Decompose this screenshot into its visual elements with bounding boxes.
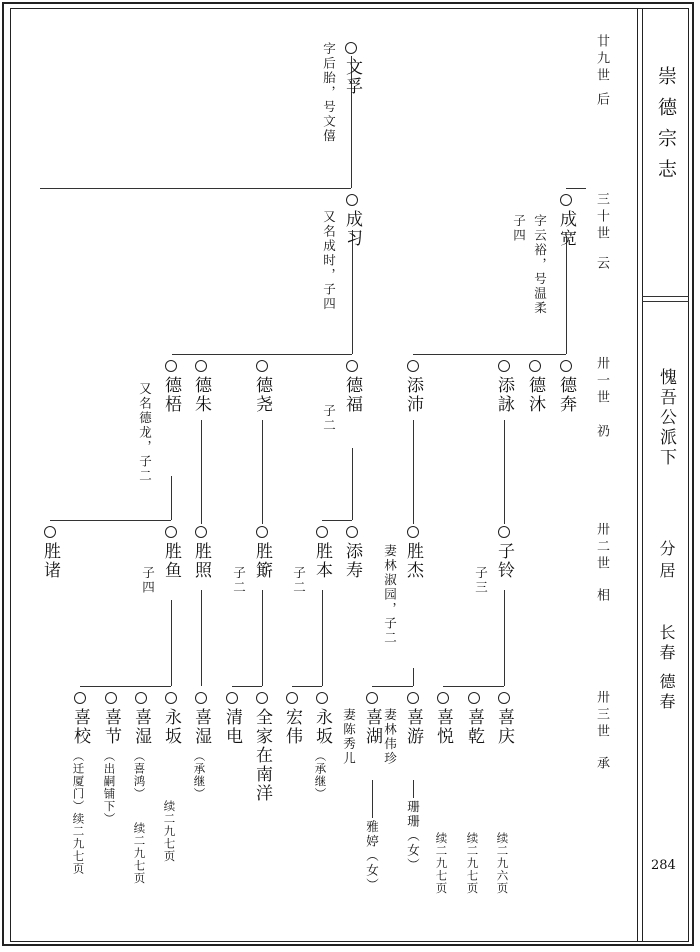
person-name: 文孚 bbox=[342, 58, 362, 96]
node-circle bbox=[407, 692, 419, 704]
person-note: 续二九七页 bbox=[162, 800, 177, 863]
node-circle bbox=[560, 194, 572, 206]
person-name: 喜节 bbox=[101, 708, 121, 746]
node-circle bbox=[105, 692, 117, 704]
person-name: 喜悦 bbox=[433, 708, 453, 746]
node-circle bbox=[345, 42, 357, 54]
node-circle bbox=[226, 692, 238, 704]
person-note: 续二九六页 bbox=[495, 832, 510, 895]
person-note: 又名成时，子四 bbox=[321, 210, 337, 312]
person-name: 喜湖 bbox=[362, 708, 382, 746]
connector-line bbox=[413, 354, 566, 355]
node-circle bbox=[165, 526, 177, 538]
person-name: 清电 bbox=[222, 708, 242, 746]
connector-line bbox=[566, 236, 567, 354]
person-name: 喜游 bbox=[403, 708, 423, 746]
connector-line bbox=[322, 520, 352, 521]
person-note: 续二九七页 bbox=[132, 822, 147, 885]
connector-line bbox=[201, 590, 202, 686]
connector-line bbox=[262, 590, 263, 686]
node-circle bbox=[468, 692, 480, 704]
connector-line bbox=[262, 420, 263, 524]
node-circle bbox=[286, 692, 298, 704]
connector-line bbox=[40, 188, 351, 189]
connector-line bbox=[642, 8, 643, 942]
generation-char: 后 bbox=[594, 92, 609, 109]
person-name: 胜鱼 bbox=[161, 542, 181, 580]
node-circle bbox=[316, 692, 328, 704]
node-circle bbox=[529, 360, 541, 372]
connector-line bbox=[372, 780, 373, 818]
node-circle bbox=[366, 692, 378, 704]
person-name: 德奔 bbox=[556, 376, 576, 414]
branch-value: 长春 德春 bbox=[657, 624, 676, 714]
person-child: 雅婷（女） bbox=[364, 820, 380, 893]
person-name: 永坂 bbox=[161, 708, 181, 746]
person-note: （出嗣铺下） bbox=[102, 750, 117, 825]
connector-line bbox=[566, 188, 586, 189]
person-note: 子二 bbox=[321, 404, 337, 433]
page-number: 284 bbox=[651, 858, 676, 873]
node-circle bbox=[498, 360, 510, 372]
person-name: 添沛 bbox=[403, 376, 423, 414]
generation-label: 卅一世 bbox=[594, 356, 609, 407]
person-note: 字后胎，号文僖 bbox=[321, 42, 337, 144]
person-name: 宏伟 bbox=[282, 708, 302, 746]
person-name: 德尧 bbox=[252, 376, 272, 414]
node-circle bbox=[498, 692, 510, 704]
node-circle bbox=[560, 360, 572, 372]
person-spouse: 妻林伟珍 bbox=[382, 708, 398, 766]
node-circle bbox=[195, 360, 207, 372]
generation-char: 礽 bbox=[594, 424, 609, 441]
person-name: 永坂 bbox=[312, 708, 332, 746]
connector-line bbox=[642, 296, 689, 297]
node-circle bbox=[407, 360, 419, 372]
person-name: 胜照 bbox=[191, 542, 211, 580]
person-name: 德梧 bbox=[161, 376, 181, 414]
node-circle bbox=[195, 526, 207, 538]
connector-line bbox=[504, 420, 505, 524]
node-circle bbox=[316, 526, 328, 538]
generation-label: 卅三世 bbox=[594, 690, 609, 741]
node-circle bbox=[256, 360, 268, 372]
connector-line bbox=[443, 686, 504, 687]
person-name: 子铃 bbox=[494, 542, 514, 580]
person-child: 珊珊（女） bbox=[405, 800, 421, 873]
person-name: 喜湿 bbox=[191, 708, 211, 746]
person-note: （承继） bbox=[313, 750, 328, 800]
generation-label: 廿九世 bbox=[594, 34, 609, 85]
person-name: 成习 bbox=[342, 210, 362, 248]
connector-line bbox=[201, 420, 202, 524]
person-note: 续二九七页 bbox=[434, 832, 449, 895]
person-name: 胜簛 bbox=[252, 542, 272, 580]
connector-line bbox=[171, 600, 172, 686]
node-circle bbox=[165, 692, 177, 704]
generation-char: 云 bbox=[594, 256, 609, 273]
connector-line bbox=[171, 476, 172, 520]
person-name: 喜湿 bbox=[131, 708, 151, 746]
connector-line bbox=[637, 8, 638, 942]
person-note: 子二 bbox=[291, 566, 307, 595]
generation-label: 卅二世 bbox=[594, 522, 609, 573]
person-note: （迁厦门）续二九七页 bbox=[71, 750, 86, 875]
person-name: 添寿 bbox=[342, 542, 362, 580]
person-note: 子四 bbox=[511, 214, 527, 243]
person-spouse: 妻陈秀儿 bbox=[341, 708, 357, 766]
person-name: 胜本 bbox=[312, 542, 332, 580]
node-circle bbox=[437, 692, 449, 704]
generation-char: 承 bbox=[594, 756, 609, 773]
connector-line bbox=[642, 301, 689, 302]
connector-line bbox=[232, 686, 262, 687]
person-name: 喜乾 bbox=[464, 708, 484, 746]
node-circle bbox=[498, 526, 510, 538]
person-note: 字云裕，号温柔 bbox=[532, 214, 548, 316]
node-circle bbox=[135, 692, 147, 704]
person-note: （承继） bbox=[192, 750, 207, 800]
person-name: 全家在南洋 bbox=[252, 708, 272, 803]
person-note: 又名德龙，子二 bbox=[137, 382, 153, 484]
person-name: 添詠 bbox=[494, 376, 514, 414]
person-name: 喜庆 bbox=[494, 708, 514, 746]
person-note: 子三 bbox=[473, 566, 489, 595]
generation-char: 相 bbox=[594, 588, 609, 605]
person-name: 德福 bbox=[342, 376, 362, 414]
node-circle bbox=[195, 692, 207, 704]
connector-line bbox=[292, 686, 322, 687]
person-note: 子二 bbox=[231, 566, 247, 595]
node-circle bbox=[407, 526, 419, 538]
person-note: 续二九七页 bbox=[465, 832, 480, 895]
generation-label: 三十世 bbox=[594, 192, 609, 243]
connector-line bbox=[352, 448, 353, 520]
person-name: 胜杰 bbox=[403, 542, 423, 580]
person-note: （喜鸿） bbox=[132, 750, 147, 800]
person-name: 胜诸 bbox=[40, 542, 60, 580]
connector-line bbox=[50, 520, 171, 521]
connector-line bbox=[413, 668, 414, 686]
connector-line bbox=[322, 590, 323, 686]
connector-line bbox=[372, 686, 413, 687]
person-note: 妻林淑园，子二 bbox=[382, 544, 398, 646]
connector-line bbox=[352, 230, 353, 354]
book-title: 崇德宗志 bbox=[655, 66, 677, 190]
node-circle bbox=[256, 526, 268, 538]
node-circle bbox=[165, 360, 177, 372]
node-circle bbox=[44, 526, 56, 538]
person-name: 成宽 bbox=[556, 210, 576, 248]
section-title: 愧吾公派下 bbox=[656, 368, 676, 468]
node-circle bbox=[256, 692, 268, 704]
connector-line bbox=[504, 590, 505, 686]
node-circle bbox=[346, 360, 358, 372]
person-name: 德沐 bbox=[525, 376, 545, 414]
node-circle bbox=[346, 526, 358, 538]
person-name: 喜校 bbox=[70, 708, 90, 746]
person-name: 德朱 bbox=[191, 376, 211, 414]
connector-line bbox=[413, 780, 414, 798]
person-note: 子四 bbox=[140, 566, 156, 595]
connector-line bbox=[80, 686, 171, 687]
connector-line bbox=[413, 420, 414, 524]
connector-line bbox=[172, 354, 352, 355]
branch-label: 分居 bbox=[657, 540, 676, 584]
node-circle bbox=[346, 194, 358, 206]
node-circle bbox=[74, 692, 86, 704]
